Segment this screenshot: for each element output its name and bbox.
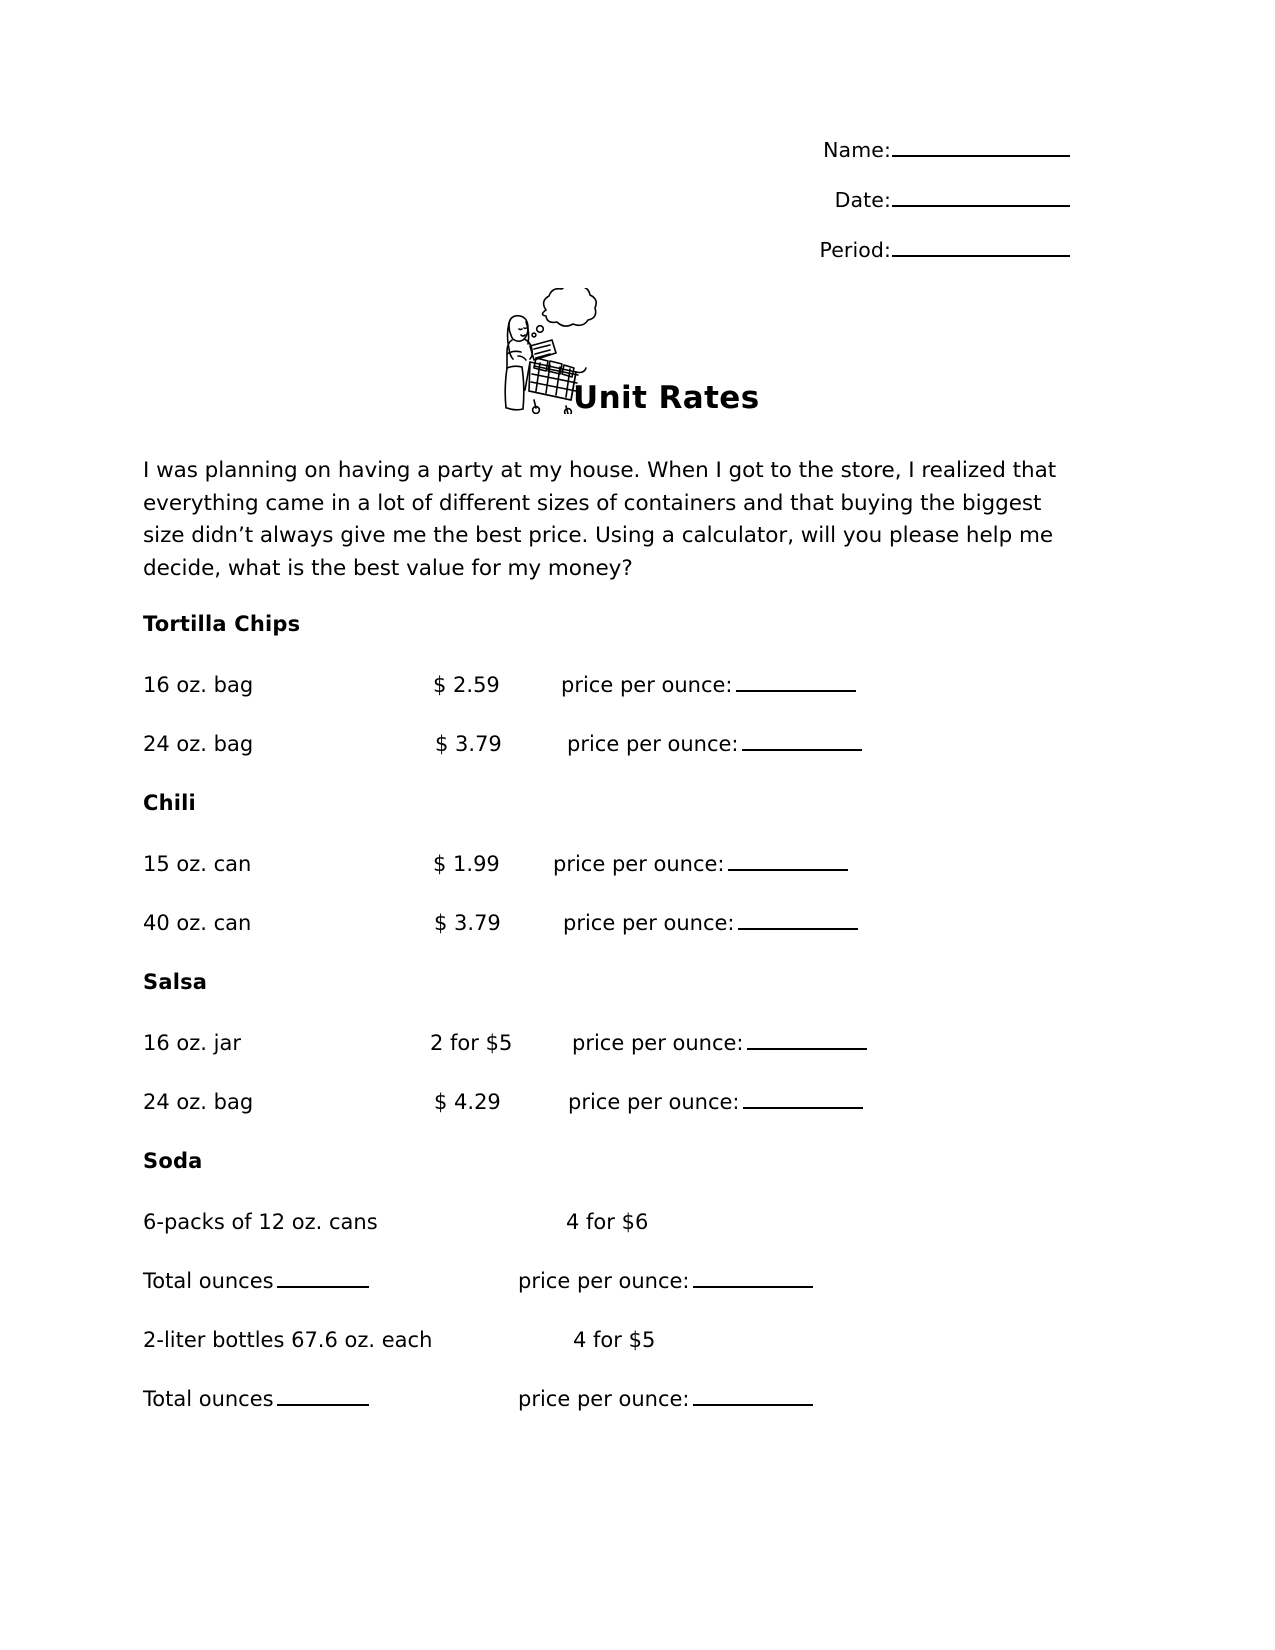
price-per-ounce-label: price per ounce: bbox=[572, 1031, 744, 1055]
item-row bbox=[143, 911, 1123, 937]
worksheet-title-area bbox=[480, 288, 900, 428]
price-per-ounce-label: price per ounce: bbox=[518, 1387, 690, 1411]
name-field-row bbox=[650, 138, 1070, 162]
item-price: $ 4.29 bbox=[434, 1090, 501, 1114]
price-per-ounce-label: price per ounce: bbox=[567, 732, 739, 756]
price-per-ounce-group bbox=[563, 911, 858, 935]
section-soda bbox=[143, 1149, 1123, 1413]
date-field-blank[interactable] bbox=[892, 191, 1070, 207]
total-ounces-label: Total ounces bbox=[143, 1387, 274, 1411]
item-size: 24 oz. bag bbox=[143, 732, 254, 756]
soda-description: 6-packs of 12 oz. cans bbox=[143, 1210, 378, 1234]
section-heading: Soda bbox=[143, 1149, 203, 1173]
price-per-ounce-label: price per ounce: bbox=[568, 1090, 740, 1114]
soda-total-row bbox=[143, 1387, 1123, 1413]
page-title: Unit Rates bbox=[573, 380, 760, 416]
price-per-ounce-group bbox=[572, 1031, 867, 1055]
soda-entry-row bbox=[143, 1210, 1123, 1236]
item-size: 24 oz. bag bbox=[143, 1090, 254, 1114]
soda-total-row bbox=[143, 1269, 1123, 1295]
name-field-label: Name: bbox=[823, 138, 891, 162]
section-heading: Salsa bbox=[143, 970, 208, 994]
price-per-ounce-blank[interactable] bbox=[736, 675, 856, 692]
price-per-ounce-label: price per ounce: bbox=[561, 673, 733, 697]
price-per-ounce-group bbox=[568, 1090, 863, 1114]
price-per-ounce-group bbox=[553, 852, 848, 876]
price-per-ounce-blank[interactable] bbox=[693, 1389, 813, 1406]
price-per-ounce-group bbox=[561, 673, 856, 697]
soda-description: 2-liter bottles 67.6 oz. each bbox=[143, 1328, 433, 1352]
price-per-ounce-blank[interactable] bbox=[738, 913, 858, 930]
item-row bbox=[143, 732, 1123, 758]
item-price: $ 3.79 bbox=[434, 911, 501, 935]
period-field-label: Period: bbox=[819, 238, 891, 262]
section-heading: Tortilla Chips bbox=[143, 612, 301, 636]
total-ounces-label: Total ounces bbox=[143, 1269, 274, 1293]
item-price: $ 1.99 bbox=[433, 852, 500, 876]
student-info-block bbox=[650, 138, 1070, 288]
soda-deal-price: 4 for $6 bbox=[566, 1210, 649, 1234]
total-ounces-blank[interactable] bbox=[277, 1389, 369, 1406]
item-price: $ 3.79 bbox=[435, 732, 502, 756]
total-ounces-group bbox=[143, 1269, 369, 1293]
section-heading: Chili bbox=[143, 791, 196, 815]
name-field-blank[interactable] bbox=[892, 141, 1070, 157]
date-field-row bbox=[650, 188, 1070, 212]
price-per-ounce-label: price per ounce: bbox=[518, 1269, 690, 1293]
item-size: 15 oz. can bbox=[143, 852, 252, 876]
soda-deal-price: 4 for $5 bbox=[573, 1328, 656, 1352]
section-chili bbox=[143, 791, 1123, 937]
item-row bbox=[143, 673, 1123, 699]
price-per-ounce-label: price per ounce: bbox=[553, 852, 725, 876]
item-row bbox=[143, 1031, 1123, 1057]
item-row bbox=[143, 1090, 1123, 1116]
item-size: 40 oz. can bbox=[143, 911, 252, 935]
price-per-ounce-blank[interactable] bbox=[742, 734, 862, 751]
item-size: 16 oz. bag bbox=[143, 673, 254, 697]
price-per-ounce-group bbox=[518, 1387, 813, 1411]
intro-paragraph: I was planning on having a party at my house. When I got to the store, I realized that everything came in a lot of different sizes of containers and that buying the biggest size didn’t always give me the best price. Using a calculator, will you please help me decide, what is the best value for my money? bbox=[143, 458, 1057, 581]
section-salsa bbox=[143, 970, 1123, 1116]
price-per-ounce-blank[interactable] bbox=[728, 854, 848, 871]
item-price: 2 for $5 bbox=[430, 1031, 513, 1055]
item-price: $ 2.59 bbox=[433, 673, 500, 697]
price-per-ounce-blank[interactable] bbox=[743, 1092, 863, 1109]
price-per-ounce-group bbox=[518, 1269, 813, 1293]
total-ounces-blank[interactable] bbox=[277, 1271, 369, 1288]
total-ounces-group bbox=[143, 1387, 369, 1411]
product-sections bbox=[143, 612, 1123, 1446]
period-field-row bbox=[650, 238, 1070, 262]
item-row bbox=[143, 852, 1123, 878]
price-per-ounce-label: price per ounce: bbox=[563, 911, 735, 935]
price-per-ounce-blank[interactable] bbox=[693, 1271, 813, 1288]
price-per-ounce-blank[interactable] bbox=[747, 1033, 867, 1050]
date-field-label: Date: bbox=[834, 188, 891, 212]
item-size: 16 oz. jar bbox=[143, 1031, 241, 1055]
price-per-ounce-group bbox=[567, 732, 862, 756]
soda-entry-row bbox=[143, 1328, 1123, 1354]
section-tortilla-chips bbox=[143, 612, 1123, 758]
period-field-blank[interactable] bbox=[892, 241, 1070, 257]
